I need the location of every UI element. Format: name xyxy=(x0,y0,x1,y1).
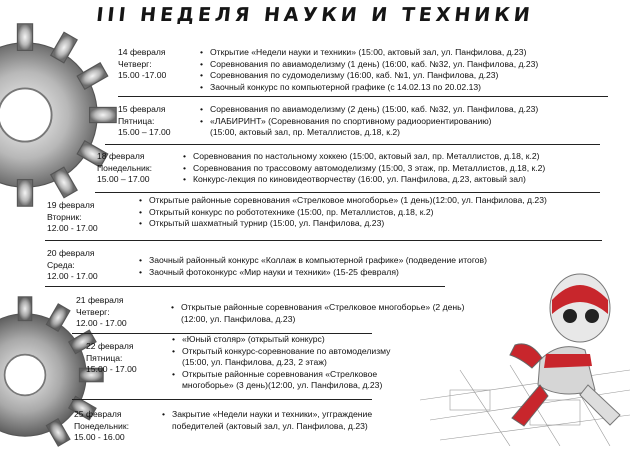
day-date: 20 февраля xyxy=(47,248,95,258)
event-item: (12:00, ул. Панфилова, д.23) xyxy=(181,313,296,324)
day-date: 22 февраля xyxy=(86,341,134,351)
robot-illustration xyxy=(420,250,630,446)
bullet-icon: • xyxy=(200,58,204,69)
event-item: многоборье» (3 день)(12:00, ул. Панфилова, д.23) xyxy=(182,380,383,390)
bullet-icon: • xyxy=(200,104,204,114)
day-time: 15.00 – 17.00 xyxy=(97,174,150,184)
bullet-icon: • xyxy=(200,81,204,92)
day-date-block xyxy=(76,295,158,330)
bullet-icon: • xyxy=(139,255,143,265)
event-list xyxy=(172,334,390,392)
day-date: 18 февраля xyxy=(97,151,145,161)
day-date-block xyxy=(47,200,129,235)
day-weekday: Четверг: xyxy=(118,58,152,69)
event-item: • Соревнования по настольному хоккею (15:00, актовый зал, пр. Металлистов, д.18, к.2) xyxy=(183,151,540,161)
bullet-icon: • xyxy=(139,266,143,277)
day-date-block xyxy=(74,409,156,444)
day-time: 15.00 - 17.00 xyxy=(86,364,137,374)
bullet-icon: • xyxy=(171,302,175,312)
day-date-block xyxy=(118,47,200,82)
event-item: • Закрытие «Недели науки и техники», угграждение xyxy=(162,409,373,419)
bullet-icon: • xyxy=(183,162,187,173)
separator-line xyxy=(45,286,445,287)
day-weekday: Четверг: xyxy=(76,306,110,317)
event-item: • Заочный районный конкурс «Коллаж в компьютерной графике» (подведение итогов) xyxy=(139,255,487,265)
event-list xyxy=(139,195,547,230)
separator-line xyxy=(45,240,602,241)
event-item: (15:00, ул. Панфилова, д.23, 2 этаж) xyxy=(182,357,327,367)
event-item: • Заочный конкурс по компьютерной графике (с 14.02.13 по 20.02.13) xyxy=(200,81,482,92)
poster-title: III НЕДЕЛЯ НАУКИ И ТЕХНИКИ xyxy=(95,4,535,26)
day-date-block xyxy=(97,151,179,186)
day-date: 19 февраля xyxy=(47,200,95,210)
event-item: • Соревнования по авиамоделизму (2 день) (15:00, каб. №32, ул. Панфилова, д.23) xyxy=(200,104,539,114)
day-weekday: Пятница: xyxy=(86,352,123,363)
bullet-icon: • xyxy=(162,409,166,419)
bullet-icon: • xyxy=(139,206,143,217)
day-time: 15.00 - 16.00 xyxy=(74,432,125,442)
event-list xyxy=(139,255,487,278)
day-date: 15 февраля xyxy=(118,104,166,114)
event-list xyxy=(162,409,372,432)
bullet-icon: • xyxy=(200,115,204,126)
event-item: • Конкурс-лекция по киновидеотворчеству (16:00, ул. Панфилова, д.23, актовый зал) xyxy=(183,174,526,184)
day-time: 12.00 - 17.00 xyxy=(76,318,127,328)
event-item: • Соревнования по судомоделизму (16:00, каб. №1, ул. Панфилова, д.23) xyxy=(200,70,499,80)
separator-line xyxy=(118,96,608,97)
bullet-icon: • xyxy=(200,47,204,57)
day-weekday: Понедельник: xyxy=(74,420,129,431)
event-list xyxy=(183,151,545,186)
event-item: (15:00, актовый зал, пр. Металлистов, д.18, к.2) xyxy=(210,127,401,137)
day-date-block xyxy=(47,248,129,283)
event-item: • Открытый конкурс-соревнование по автомоделизму xyxy=(172,345,391,356)
day-date: 14 февраля xyxy=(118,47,166,57)
event-item: • Соревнования по трассовому автомоделизму (15:00, 3 этаж, пр. Металлистов, д.18, к.2) xyxy=(183,162,546,173)
bullet-icon: • xyxy=(172,345,176,356)
event-item: победителей (актовый зал, ул. Панфилова, д.23) xyxy=(172,420,368,431)
event-item: • «ЛАБИРИНТ» (Соревнования по спортивному радиоориентированию) xyxy=(200,115,492,126)
bullet-icon: • xyxy=(139,195,143,205)
bullet-icon: • xyxy=(183,151,187,161)
day-weekday: Вторник: xyxy=(47,211,82,222)
separator-line xyxy=(105,144,600,145)
day-time: 15.00 – 17.00 xyxy=(118,127,171,137)
day-weekday: Пятница: xyxy=(118,115,155,126)
event-item: • Открытые районные соревнования «Стрелковое многоборье» (1 день)(12:00, ул. Панфилова, д.23) xyxy=(139,195,547,205)
separator-line xyxy=(72,399,372,400)
event-list xyxy=(171,302,464,325)
event-item: • Соревнования по авиамоделизму (1 день) (16:00, каб. №32, ул. Панфилова, д.23) xyxy=(200,58,539,69)
bullet-icon: • xyxy=(172,334,176,344)
event-list xyxy=(200,47,538,93)
event-item: • Открытые районные соревнования «Стрелковое многоборье» (2 день) xyxy=(171,302,465,312)
day-date: 21 февраля xyxy=(76,295,124,305)
day-date: 25 февраля xyxy=(74,409,122,419)
event-item: • Заочный фотоконкурс «Мир науки и техники» (15-25 февраля) xyxy=(139,266,399,277)
separator-line xyxy=(95,192,600,193)
event-item: • «Юный столяр» (открытый конкурс) xyxy=(172,334,325,344)
bullet-icon: • xyxy=(139,218,143,228)
day-weekday: Понедельник: xyxy=(97,162,152,173)
event-item: • Открытые районные соревнования «Стрелковое xyxy=(172,368,378,379)
day-date-block xyxy=(86,341,168,376)
day-date-block xyxy=(118,104,200,139)
day-time: 12.00 - 17.00 xyxy=(47,271,98,281)
bullet-icon: • xyxy=(172,368,176,379)
event-list xyxy=(200,104,538,139)
day-time: 12.00 - 17.00 xyxy=(47,223,98,233)
event-item: • Открытие «Недели науки и техники» (15:00, актовый зал, ул. Панфилова, д.23) xyxy=(200,47,527,57)
day-time: 15.00 -17.00 xyxy=(118,70,167,80)
bullet-icon: • xyxy=(183,174,187,184)
bullet-icon: • xyxy=(200,70,204,80)
event-item: • Открытый конкурс по робототехнике (15:00, пр. Металлистов, д.18, к.2) xyxy=(139,206,434,217)
event-item: • Открытый шахматный турнир (15:00, ул. Панфилова, д.23) xyxy=(139,218,385,228)
day-weekday: Среда: xyxy=(47,259,75,270)
